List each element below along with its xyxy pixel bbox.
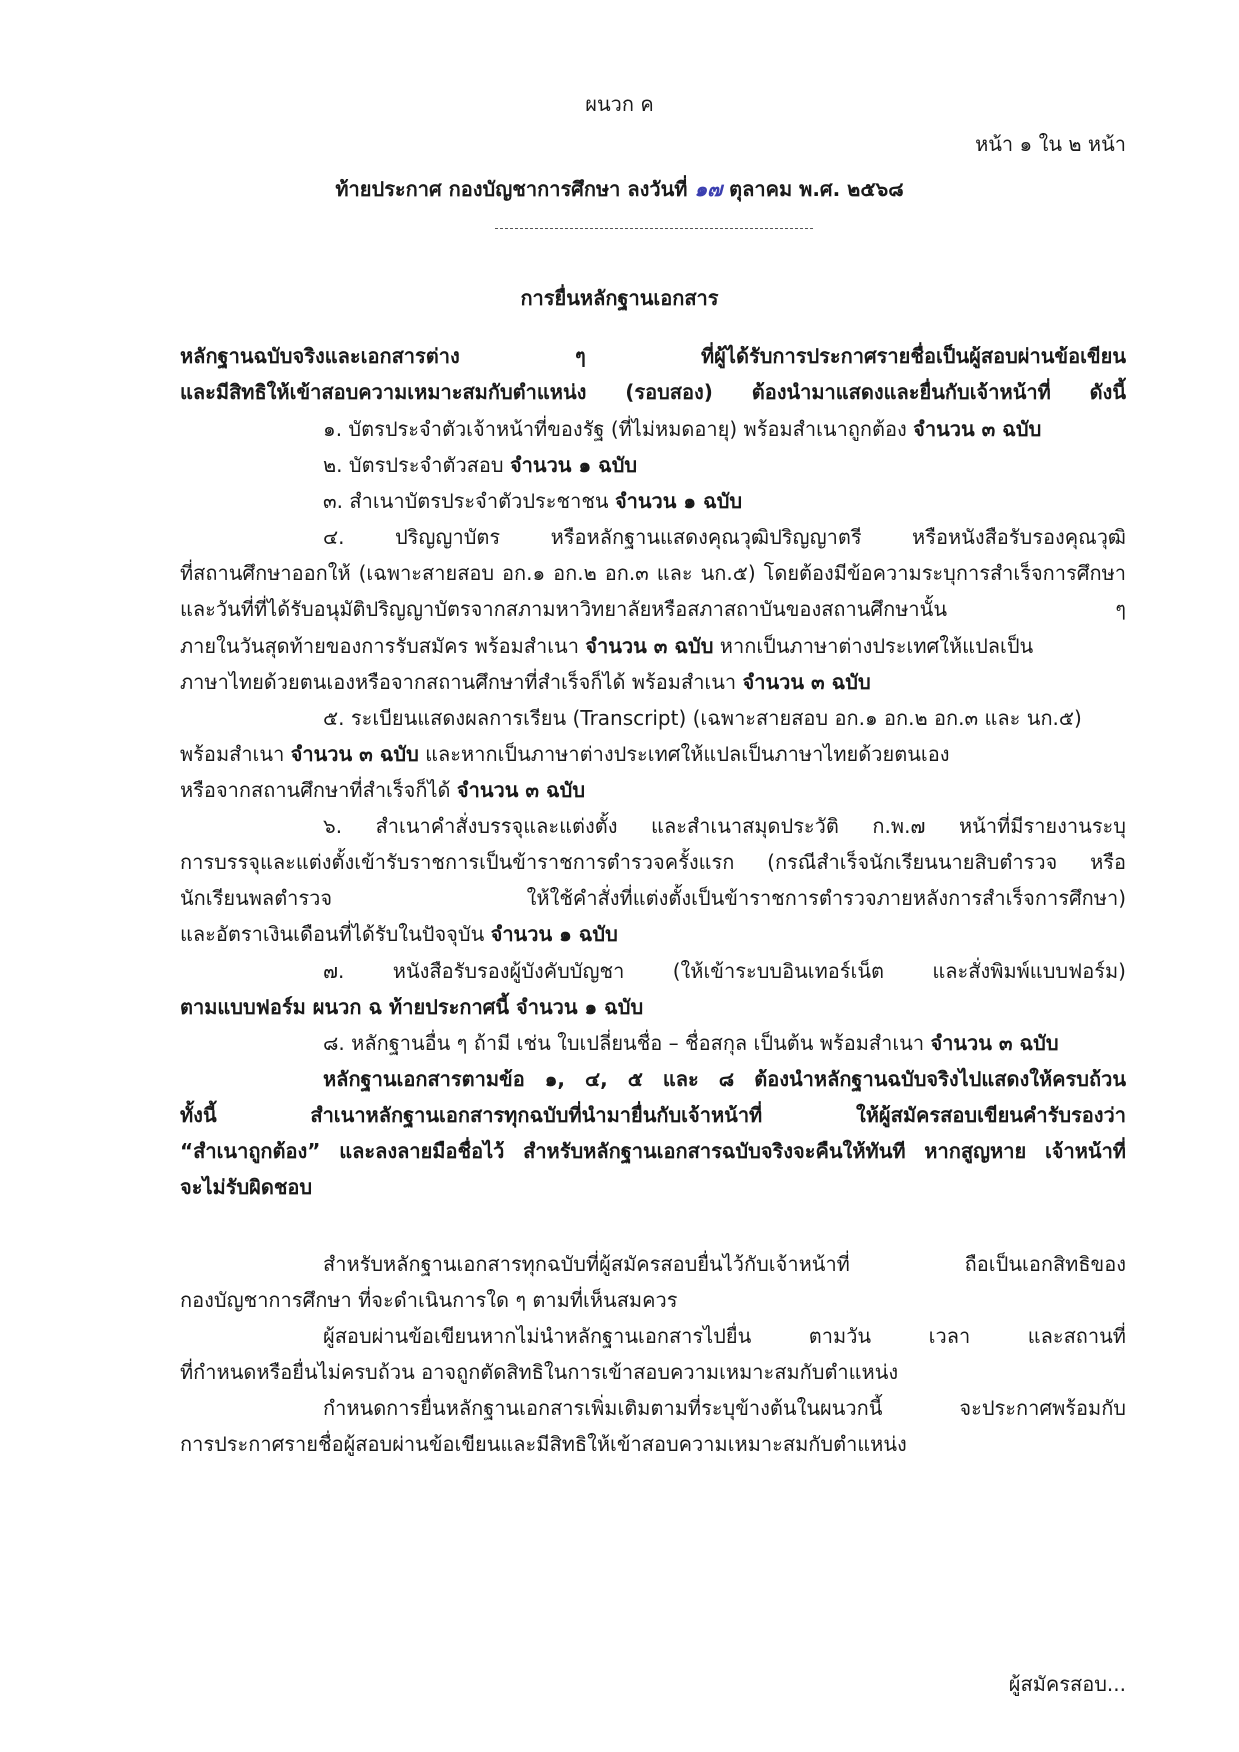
item-7-line-1: ๗. หนังสือรับรองผู้บังคับบัญชา (ให้เข้าระบบอินเทอร์เน็ต และสั่งพิมพ์แบบฟอร์ม) — [323, 959, 1126, 983]
annex-label: ผนวก ค — [585, 92, 654, 116]
item-5-line-2 — [180, 738, 1126, 770]
paragraph-3-line-1: กำหนดการยื่นหลักฐานเอกสารเพิ่มเติมตามที่ระบุข้างต้นในผนวกนี้ จะประกาศพร้อมกับ — [323, 1396, 1126, 1420]
note-line-3: “สำเนาถูกต้อง” และลงลายมือชื่อไว้ สำหรับหลักฐานเอกสารฉบับจริงจะคืนให้ทันที หากสูญหาย เจ้าหน้าที่ — [180, 1139, 1126, 1163]
item-6-text: และอัตราเงินเดือนที่ได้รับในปัจจุบัน — [180, 922, 485, 946]
reference-line — [0, 173, 1239, 205]
item-6-line-2: การบรรจุและแต่งตั้งเข้ารับราชการเป็นข้าราชการตำรวจครั้งแรก (กรณีสำเร็จนักเรียนนายสิบตำรวจ หรือ — [180, 850, 1126, 874]
item-4-line-3: และวันที่ที่ได้รับอนุมัติปริญญาบัตรจากสภามหาวิทยาลัยหรือสภาสถาบันของสถานศึกษานั้น ๆ — [180, 597, 1126, 621]
note-line-4: จะไม่รับผิดชอบ — [180, 1175, 313, 1199]
item-5-quantity: จำนวน ๓ ฉบับ — [290, 742, 419, 766]
item-8-quantity: จำนวน ๓ ฉบับ — [930, 1031, 1059, 1055]
intro-line-2: และมีสิทธิให้เข้าสอบความเหมาะสมกับตำแหน่ง (รอบสอง) ต้องนำมาแสดงและยื่นกับเจ้าหน้าที่ ดังนี้ — [180, 380, 1126, 404]
item-6-quantity: จำนวน ๑ ฉบับ — [490, 922, 618, 946]
header-divider — [495, 228, 813, 229]
item-1 — [323, 413, 1126, 445]
note-line-1: หลักฐานเอกสารตามข้อ ๑, ๔, ๕ และ ๘ ต้องนำหลักฐานฉบับจริงไปแสดงให้ครบถ้วน — [323, 1067, 1126, 1091]
item-2 — [323, 449, 1126, 481]
item-4-text: ภายในวันสุดท้ายของการรับสมัคร พร้อมสำเนา — [180, 634, 579, 658]
item-5-translation-quantity: จำนวน ๓ ฉบับ — [456, 778, 586, 802]
item-5-translation-text: หรือจากสถานศึกษาที่สำเร็จก็ได้ — [180, 778, 451, 802]
item-5-line-1: ๕. ระเบียนแสดงผลการเรียน (Transcript) (เฉพาะสายสอบ อก.๑ อก.๒ อก.๓ และ นก.๕) — [323, 706, 1082, 730]
item-3-quantity: จำนวน ๑ ฉบับ — [614, 489, 743, 513]
paragraph-1-line-2: กองบัญชาการศึกษา ที่จะดำเนินการใด ๆ ตามที่เห็นสมควร — [180, 1288, 678, 1312]
item-2-quantity: จำนวน ๑ ฉบับ — [509, 453, 638, 477]
item-4-translation-text: ภาษาไทยด้วยตนเองหรือจากสถานศึกษาที่สำเร็จก็ได้ พร้อมสำเนา — [180, 670, 737, 694]
item-8 — [323, 1027, 1126, 1059]
item-3-text: ๓. สำเนาบัตรประจำตัวประชาชน — [323, 489, 609, 513]
item-6-line-1: ๖. สำเนาคำสั่งบรรจุและแต่งตั้ง และสำเนาสมุดประวัติ ก.พ.๗ หน้าที่มีรายงานระบุ — [323, 814, 1126, 838]
item-1-text: ๑. บัตรประจำตัวเจ้าหน้าที่ของรัฐ (ที่ไม่หมดอายุ) พร้อมสำเนาถูกต้อง — [323, 417, 907, 441]
intro-line-1: หลักฐานฉบับจริงและเอกสารต่าง ๆ ที่ผู้ได้รับการประกาศรายชื่อเป็นผู้สอบผ่านข้อเขียน — [180, 344, 1126, 368]
item-4-translation-quantity: จำนวน ๓ ฉบับ — [742, 670, 871, 694]
item-4-quantity: จำนวน ๓ ฉบับ — [585, 634, 714, 658]
page-title: การยื่นหลักฐานเอกสาร — [520, 286, 719, 310]
item-1-quantity: จำนวน ๓ ฉบับ — [913, 417, 1042, 441]
paragraph-3-line-2: การประกาศรายชื่อผู้สอบผ่านข้อเขียนและมีสิทธิให้เข้าสอบความเหมาะสมกับตำแหน่ง — [180, 1432, 907, 1456]
item-2-text: ๒. บัตรประจำตัวสอบ — [323, 453, 504, 477]
paragraph-1-line-1: สำหรับหลักฐานเอกสารทุกฉบับที่ผู้สมัครสอบยื่นไว้กับเจ้าหน้าที่ ถือเป็นเอกสิทธิของ — [323, 1252, 1126, 1276]
note-line-2: ทั้งนี้ สำเนาหลักฐานเอกสารทุกฉบับที่นำมายื่นกับเจ้าหน้าที่ ให้ผู้สมัครสอบเขียนคำรับรองว่า — [180, 1103, 1126, 1127]
item-3 — [323, 485, 1126, 517]
item-4-translation-note: หากเป็นภาษาต่างประเทศให้แปลเป็น — [719, 634, 1034, 658]
reference-suffix: ตุลาคม พ.ศ. ๒๕๖๘ — [729, 177, 904, 201]
item-5-line-3 — [180, 774, 1126, 806]
item-4-line-1: ๔. ปริญญาบัตร หรือหลักฐานแสดงคุณวุฒิปริญญาตรี หรือหนังสือรับรองคุณวุฒิ — [323, 525, 1126, 549]
item-7-line-2: ตามแบบฟอร์ม ผนวก ฉ ท้ายประกาศนี้ จำนวน ๑ ฉบับ — [180, 995, 644, 1019]
item-6-line-3: นักเรียนพลตำรวจ ให้ใช้คำสั่งที่แต่งตั้งเป็นข้าราชการตำรวจภายหลังการสำเร็จการศึกษา) — [180, 886, 1126, 910]
item-8-text: ๘. หลักฐานอื่น ๆ ถ้ามี เช่น ใบเปลี่ยนชื่อ – ชื่อสกุล เป็นต้น พร้อมสำเนา — [323, 1031, 925, 1055]
item-5-translation-note: และหากเป็นภาษาต่างประเทศให้แปลเป็นภาษาไทยด้วยตนเอง — [425, 742, 950, 766]
reference-prefix: ท้ายประกาศ กองบัญชาการศึกษา ลงวันที่ — [335, 177, 688, 201]
item-5-text: พร้อมสำเนา — [180, 742, 285, 766]
item-4-line-2: ที่สถานศึกษาออกให้ (เฉพาะสายสอบ อก.๑ อก.๒ อก.๓ และ นก.๕) โดยต้องมีข้อความระบุการสำเร็จการศึกษา — [180, 561, 1126, 585]
item-6-line-4 — [180, 918, 1126, 950]
continuation-marker: ผู้สมัครสอบ... — [1008, 1672, 1126, 1696]
paragraph-2-line-2: ที่กำหนดหรือยื่นไม่ครบถ้วน อาจถูกตัดสิทธิในการเข้าสอบความเหมาะสมกับตำแหน่ง — [180, 1360, 899, 1384]
page-number: หน้า ๑ ใน ๒ หน้า — [975, 132, 1126, 156]
item-4-line-5 — [180, 666, 1126, 698]
paragraph-2-line-1: ผู้สอบผ่านข้อเขียนหากไม่นำหลักฐานเอกสารไปยื่น ตามวัน เวลา และสถานที่ — [323, 1324, 1126, 1348]
reference-day: ๑๗ — [694, 177, 723, 201]
item-4-line-4 — [180, 630, 1126, 662]
